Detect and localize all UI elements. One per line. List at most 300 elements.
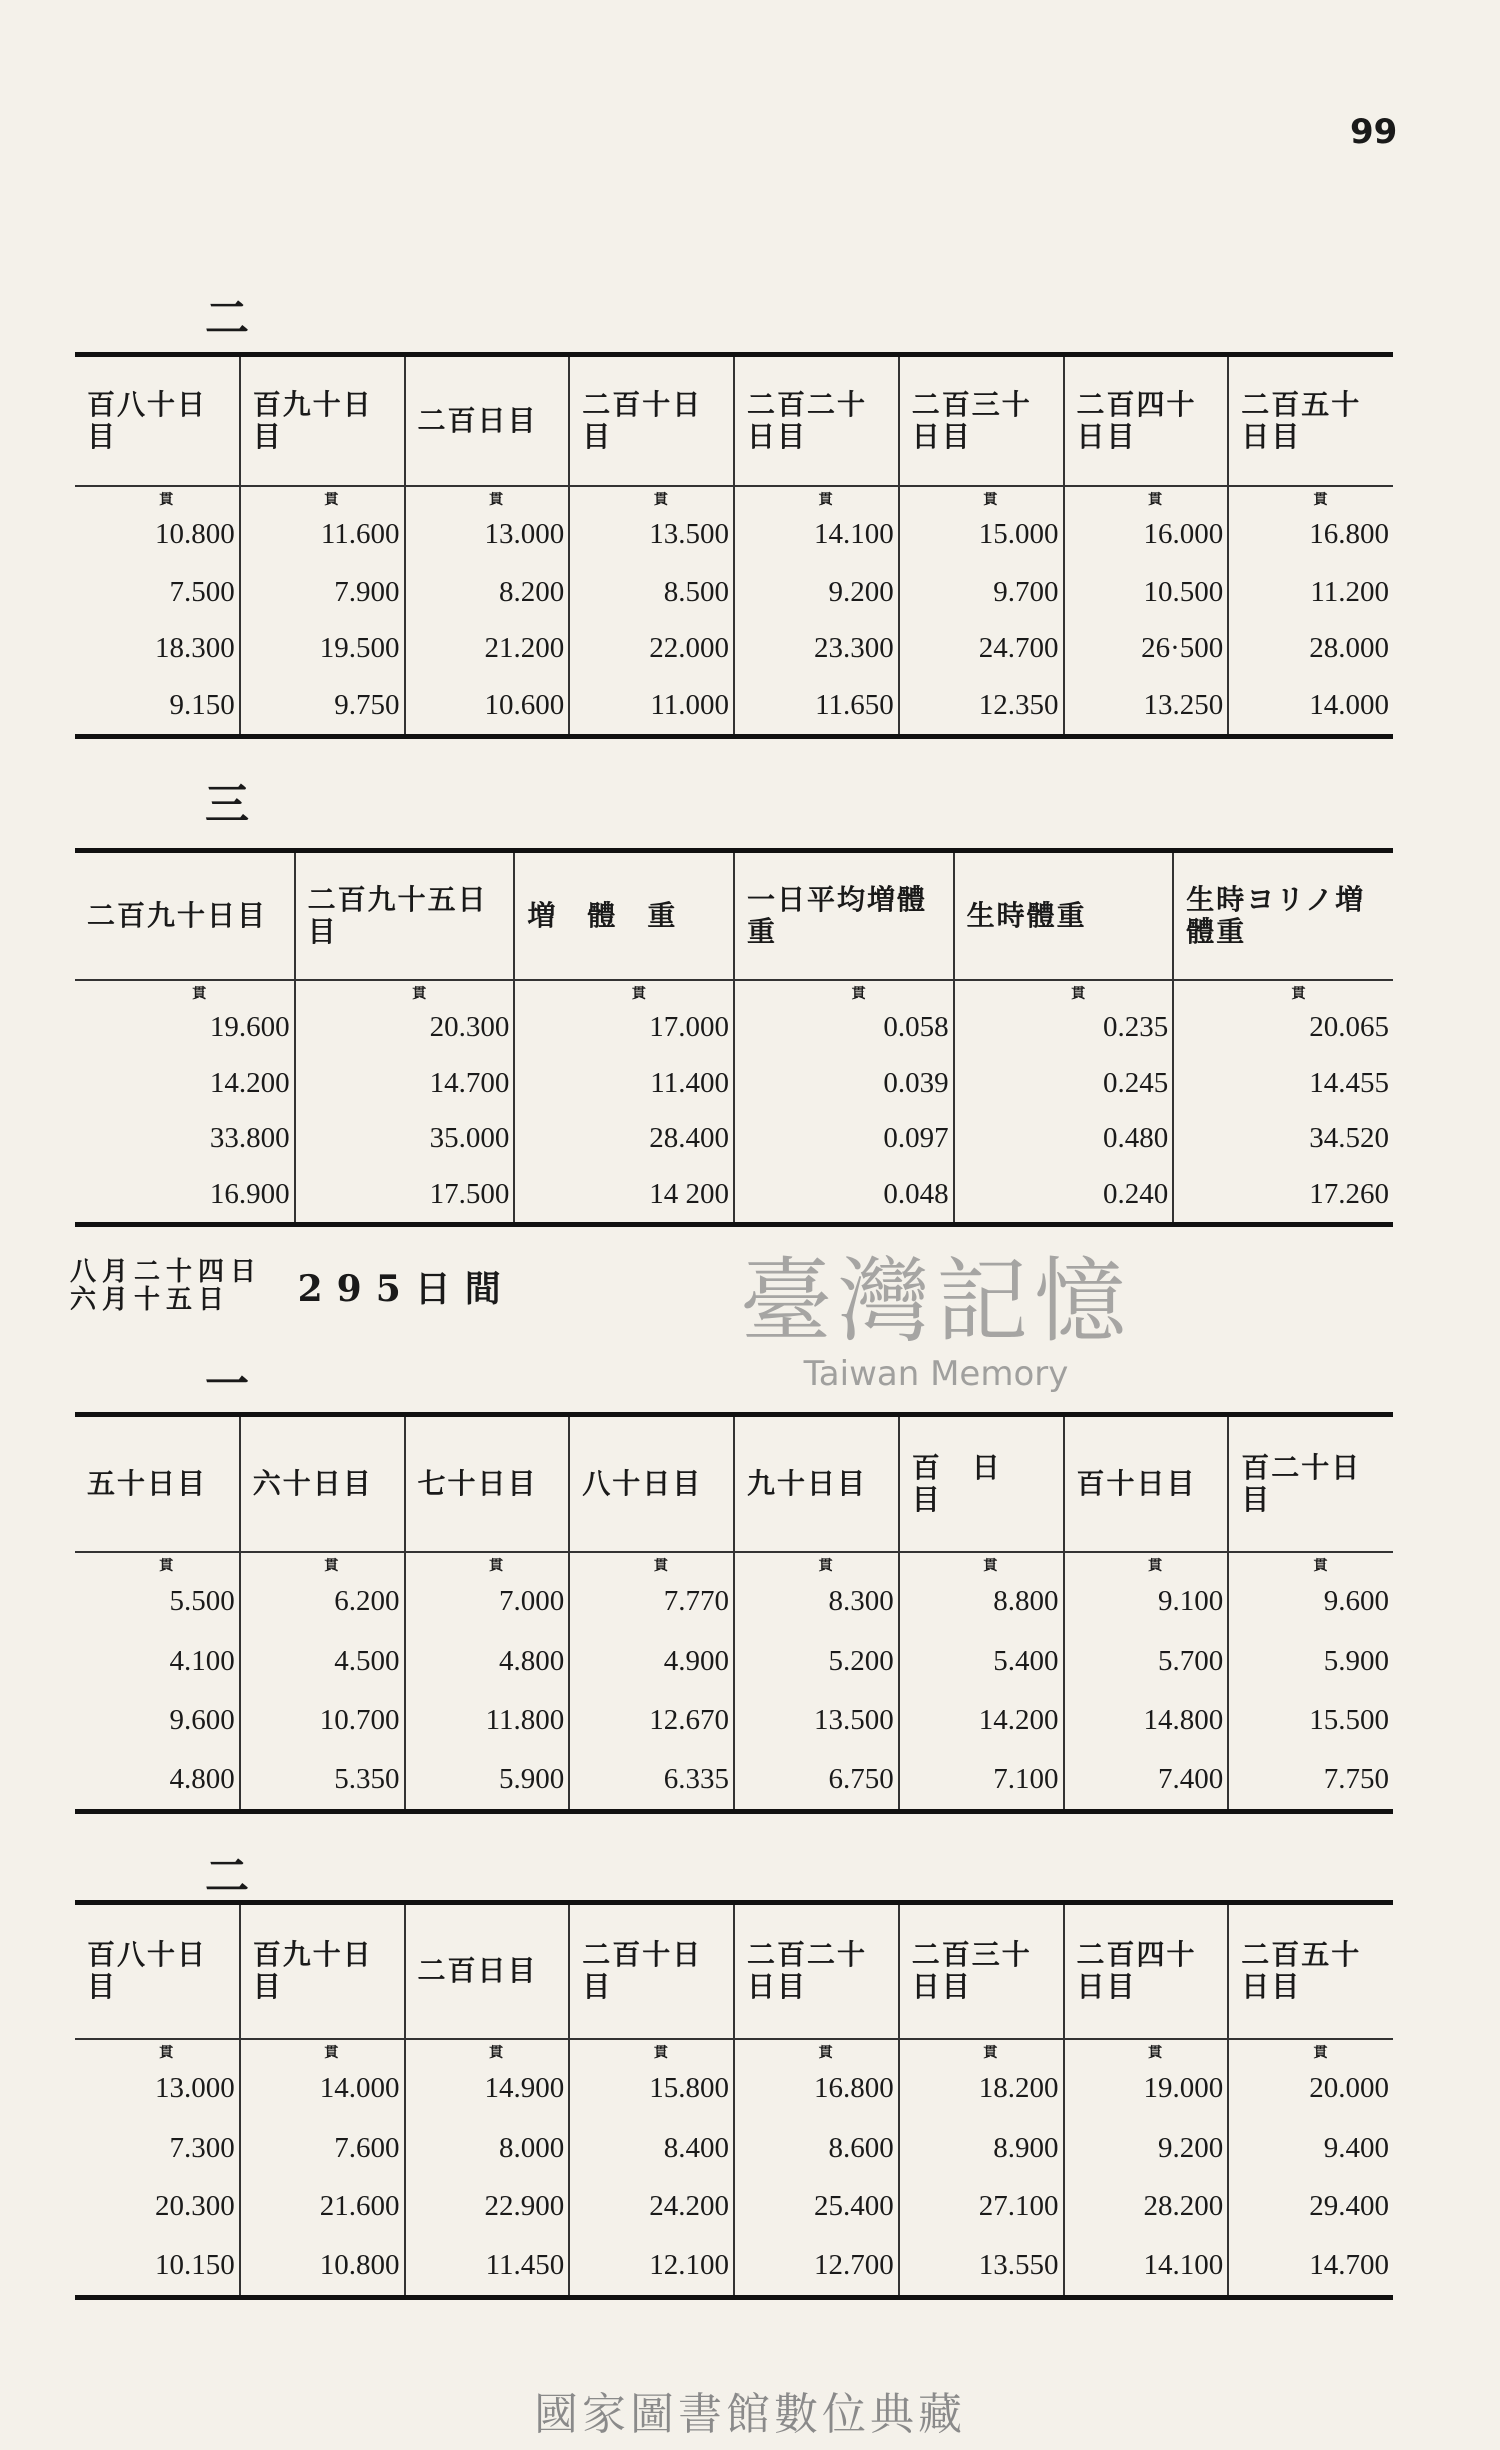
cell-value: 20.000 — [1309, 2071, 1389, 2104]
table-cell — [1064, 677, 1229, 736]
cell-value: 4.800 — [499, 1644, 565, 1677]
unit-mark: 貫 — [1313, 492, 1328, 509]
unit-mark: 貫 — [489, 1557, 504, 1574]
column-header: 二百五十日目 — [1228, 355, 1393, 487]
table-cell — [899, 1552, 1064, 1632]
table-cell — [240, 486, 405, 563]
table-cell — [405, 1691, 570, 1750]
table-cell — [405, 2236, 570, 2297]
table-growth-summary — [75, 848, 1393, 1227]
column-header: 七十日目 — [405, 1415, 570, 1552]
unit-mark: 貫 — [1071, 985, 1086, 1002]
cell-value: 9.200 — [1158, 2131, 1224, 2164]
table-cell — [954, 1111, 1174, 1167]
column-header: 二百二十日目 — [734, 355, 899, 487]
column-header: 百九十日目 — [240, 355, 405, 487]
table-cell — [899, 620, 1064, 677]
table-cell — [405, 677, 570, 736]
cell-value: 7.100 — [993, 1762, 1059, 1795]
unit-mark: 貫 — [1313, 2044, 1328, 2061]
column-header: 生時ヨリノ増體重 — [1173, 851, 1393, 980]
table-row — [75, 2178, 1393, 2237]
unit-mark: 貫 — [489, 2044, 504, 2061]
table-cell — [405, 2119, 570, 2178]
table-cell — [1173, 980, 1393, 1056]
cell-value: 15.000 — [978, 518, 1059, 551]
watermark-subtitle: Taiwan Memory — [803, 1354, 1069, 1394]
unit-mark: 貫 — [1313, 1557, 1328, 1574]
table-cell — [240, 1552, 405, 1632]
cell-value: 7.300 — [169, 2131, 235, 2164]
unit-mark: 貫 — [412, 985, 427, 1002]
table-row — [75, 1111, 1393, 1167]
table-cell — [75, 980, 295, 1056]
cell-value: 14.100 — [814, 518, 894, 551]
cell-value: 5.400 — [993, 1644, 1059, 1677]
table-cell — [569, 2039, 734, 2119]
table-cell — [734, 620, 899, 677]
cell-value: 10.800 — [319, 2249, 400, 2282]
table-cell — [899, 486, 1064, 563]
table-cell — [734, 1691, 899, 1750]
cell-value: 4.100 — [169, 1644, 235, 1677]
cell-value: 14.700 — [1309, 2249, 1389, 2282]
cell-value: 16.800 — [814, 2071, 894, 2104]
column-header: 百九十日目 — [240, 1903, 405, 2039]
table-cell — [1173, 1166, 1393, 1224]
table-cell — [75, 1750, 240, 1812]
header-row — [75, 1903, 1393, 2039]
cell-value: 5.900 — [1323, 1644, 1389, 1677]
table-cell — [1228, 1632, 1393, 1691]
table-cell — [75, 1552, 240, 1632]
unit-mark: 貫 — [159, 2044, 174, 2061]
table-cell — [75, 486, 240, 563]
cell-value: 12.350 — [978, 689, 1059, 722]
cell-value: 0.240 — [1103, 1177, 1169, 1210]
table-row — [75, 1691, 1393, 1750]
table-cell — [1228, 677, 1393, 736]
table-row — [75, 2039, 1393, 2119]
table-cell — [75, 1691, 240, 1750]
table-cell — [1228, 2039, 1393, 2119]
table-cell — [1064, 2039, 1229, 2119]
table-cell — [1064, 1632, 1229, 1691]
table-cell — [1064, 1750, 1229, 1812]
table-cell — [899, 2236, 1064, 2297]
table-cell — [734, 1111, 954, 1167]
unit-mark: 貫 — [489, 492, 504, 509]
cell-value: 8.800 — [993, 1584, 1059, 1617]
column-header: 二百日目 — [405, 1903, 570, 2039]
cell-value: 5.700 — [1158, 1644, 1224, 1677]
column-header: 百八十日目 — [75, 1903, 240, 2039]
cell-value: 18.200 — [978, 2071, 1059, 2104]
cell-value: 35.000 — [429, 1122, 510, 1155]
table-row — [75, 620, 1393, 677]
table-cell — [899, 2039, 1064, 2119]
cell-value: 11.800 — [485, 1703, 565, 1736]
cell-value: 20.065 — [1309, 1010, 1389, 1043]
cell-value: 7.500 — [169, 575, 235, 608]
table-cell — [569, 486, 734, 563]
unit-mark: 貫 — [192, 985, 207, 1002]
table-cell — [899, 2119, 1064, 2178]
cell-value: 0.480 — [1103, 1122, 1169, 1155]
table-cell — [1228, 1691, 1393, 1750]
table-cell — [734, 1166, 954, 1224]
cell-value: 13.500 — [814, 1703, 894, 1736]
table-cell — [405, 1632, 570, 1691]
cell-value: 11.000 — [650, 689, 729, 722]
table-row — [75, 980, 1393, 1056]
table-cell — [1228, 1552, 1393, 1632]
table-cell — [1064, 1691, 1229, 1750]
cell-value: 11.400 — [650, 1066, 729, 1099]
cell-value: 33.800 — [209, 1122, 290, 1155]
period-days: 295日間 — [297, 1267, 515, 1310]
cell-value: 8.900 — [993, 2131, 1059, 2164]
table-row — [75, 1166, 1393, 1224]
unit-mark: 貫 — [851, 985, 866, 1002]
unit-mark: 貫 — [631, 985, 646, 1002]
column-header: 百 日 目 — [899, 1415, 1064, 1552]
column-header: 二百九十日目 — [75, 851, 295, 980]
table-row — [75, 1632, 1393, 1691]
unit-mark: 貫 — [159, 492, 174, 509]
column-header: 二百十日目 — [569, 355, 734, 487]
table-cell — [405, 2039, 570, 2119]
cell-value: 25.400 — [814, 2190, 894, 2223]
column-header: 二百三十日目 — [899, 355, 1064, 487]
cell-value: 9.600 — [1323, 1584, 1389, 1617]
cell-value: 10.800 — [155, 518, 235, 551]
footer-credit: 國家圖書館數位典藏 — [534, 2389, 966, 2440]
header-row — [75, 355, 1393, 487]
unit-mark: 貫 — [818, 1557, 833, 1574]
table-cell — [75, 1166, 295, 1224]
column-header: 百八十日目 — [75, 355, 240, 487]
cell-value: 4.800 — [169, 1762, 235, 1795]
table-cell — [405, 620, 570, 677]
column-header: 九十日目 — [734, 1415, 899, 1552]
table-cell — [1228, 2236, 1393, 2297]
cell-value: 24.700 — [978, 632, 1059, 665]
cell-value: 14.100 — [1143, 2249, 1224, 2282]
cell-value: 12.100 — [649, 2249, 729, 2282]
table-cell — [899, 2178, 1064, 2237]
cell-value: 8.400 — [663, 2131, 729, 2164]
table-cell — [569, 620, 734, 677]
table-cell — [569, 564, 734, 621]
table-cell — [514, 1055, 734, 1111]
column-header: 六十日目 — [240, 1415, 405, 1552]
table-cell — [1228, 620, 1393, 677]
table-cell — [954, 1166, 1174, 1224]
column-header: 二百日目 — [405, 355, 570, 487]
table-cell — [1228, 2119, 1393, 2178]
table-cell — [1173, 1111, 1393, 1167]
cell-value: 26·500 — [1141, 632, 1224, 665]
period-note — [70, 1258, 515, 1314]
table-cell — [954, 1055, 1174, 1111]
cell-value: 0.097 — [883, 1122, 949, 1155]
table-cell — [734, 980, 954, 1056]
watermark-title: 臺灣記憶 — [740, 1248, 1133, 1355]
cell-value: 7.000 — [499, 1584, 565, 1617]
column-header: 二百四十日目 — [1064, 355, 1229, 487]
table-cell — [75, 620, 240, 677]
unit-mark: 貫 — [1148, 492, 1163, 509]
cell-value: 19.500 — [319, 632, 400, 665]
unit-mark: 貫 — [653, 1557, 668, 1574]
cell-value: 8.200 — [499, 575, 565, 608]
table-cell — [240, 1691, 405, 1750]
unit-mark: 貫 — [1148, 2044, 1163, 2061]
cell-value: 12.700 — [814, 2249, 894, 2282]
table-cell — [75, 2039, 240, 2119]
cell-value: 9.700 — [993, 575, 1059, 608]
table-cell — [295, 1055, 515, 1111]
cell-value: 9.100 — [1158, 1584, 1224, 1617]
table-cell — [1228, 486, 1393, 563]
cell-value: 5.350 — [334, 1762, 400, 1795]
cell-value: 14.900 — [484, 2071, 565, 2104]
unit-mark: 貫 — [324, 2044, 339, 2061]
unit-mark: 貫 — [818, 492, 833, 509]
cell-value: 27.100 — [978, 2190, 1059, 2223]
cell-value: 10.600 — [484, 689, 565, 722]
table-row — [75, 1750, 1393, 1812]
table-cell — [734, 564, 899, 621]
header-row — [75, 851, 1393, 980]
table-cell — [75, 2178, 240, 2237]
table-cell — [295, 980, 515, 1056]
column-header: 二百三十日目 — [899, 1903, 1064, 2039]
table-row — [75, 1055, 1393, 1111]
cell-value: 10.500 — [1143, 575, 1224, 608]
section-label-3: 三 — [205, 779, 249, 830]
table-cell — [405, 486, 570, 563]
section-label-1: 一 — [205, 1359, 249, 1410]
table-cell — [240, 2039, 405, 2119]
table-cell — [899, 677, 1064, 736]
cell-value: 16.900 — [209, 1177, 290, 1210]
table-cell — [405, 1552, 570, 1632]
cell-value: 5.200 — [828, 1644, 894, 1677]
cell-value: 9.200 — [828, 575, 894, 608]
table-cell — [1228, 564, 1393, 621]
table-cell — [405, 2178, 570, 2237]
cell-value: 18.300 — [155, 632, 235, 665]
unit-mark: 貫 — [653, 492, 668, 509]
table-cell — [240, 1750, 405, 1812]
table-cell — [514, 980, 734, 1056]
table-cell — [240, 2178, 405, 2237]
table-cell — [240, 1632, 405, 1691]
cell-value: 16.000 — [1143, 518, 1224, 551]
table-cell — [569, 677, 734, 736]
table-cell — [569, 1750, 734, 1812]
section-label-2b: 二 — [205, 1851, 249, 1902]
table-cell — [1228, 1750, 1393, 1812]
cell-value: 22.900 — [484, 2190, 565, 2223]
cell-value: 7.400 — [1158, 1762, 1224, 1795]
table-cell — [75, 1111, 295, 1167]
table-cell — [1064, 486, 1229, 563]
column-header: 二百十日目 — [569, 1903, 734, 2039]
table-growth-180-250 — [75, 352, 1393, 739]
cell-value: 9.150 — [169, 689, 235, 722]
table-cell — [569, 2178, 734, 2237]
cell-value: 0.039 — [883, 1066, 949, 1099]
cell-value: 0.235 — [1103, 1010, 1169, 1043]
table-cell — [240, 677, 405, 736]
column-header: 増 體 重 — [514, 851, 734, 980]
cell-value: 14.800 — [1143, 1703, 1224, 1736]
column-header: 生時體重 — [954, 851, 1174, 980]
header-row — [75, 1415, 1393, 1552]
watermark-logo — [740, 1228, 1132, 1394]
unit-mark: 貫 — [653, 2044, 668, 2061]
table-row — [75, 2236, 1393, 2297]
cell-value: 7.600 — [334, 2131, 400, 2164]
unit-mark: 貫 — [983, 2044, 998, 2061]
cell-value: 13.000 — [155, 2071, 235, 2104]
cell-value: 23.300 — [814, 632, 894, 665]
table-cell — [569, 1691, 734, 1750]
cell-value: 12.670 — [649, 1703, 729, 1736]
table-cell — [1228, 2178, 1393, 2237]
table-row — [75, 486, 1393, 563]
table-cell — [569, 2236, 734, 2297]
table-cell — [734, 677, 899, 736]
cell-value: 22.000 — [649, 632, 729, 665]
cell-value: 9.750 — [334, 689, 400, 722]
cell-value: 13.000 — [484, 518, 565, 551]
table-cell — [899, 564, 1064, 621]
page-number: 99 — [1350, 112, 1398, 152]
cell-value: 14.455 — [1309, 1066, 1389, 1099]
table-cell — [75, 564, 240, 621]
table-row — [75, 2119, 1393, 2178]
table-cell — [734, 1632, 899, 1691]
cell-value: 14.200 — [978, 1703, 1059, 1736]
cell-value: 28.200 — [1143, 2190, 1224, 2223]
unit-mark: 貫 — [324, 492, 339, 509]
table-cell — [240, 620, 405, 677]
cell-value: 4.900 — [663, 1644, 729, 1677]
table-cell — [734, 1055, 954, 1111]
cell-value: 28.400 — [649, 1122, 729, 1155]
column-header: 一日平均増體重 — [734, 851, 954, 980]
table-cell — [1064, 2236, 1229, 2297]
table-cell — [240, 2236, 405, 2297]
cell-value: 11.600 — [320, 518, 400, 551]
table-cell — [75, 2119, 240, 2178]
table-cell — [1064, 620, 1229, 677]
cell-value: 20.300 — [155, 2190, 235, 2223]
cell-value: 0.048 — [883, 1177, 949, 1210]
cell-value: 5.500 — [169, 1584, 235, 1617]
cell-value: 8.000 — [499, 2131, 565, 2164]
table-cell — [405, 564, 570, 621]
cell-value: 15.800 — [649, 2071, 729, 2104]
cell-value: 14 200 — [649, 1177, 729, 1210]
table-cell — [899, 1691, 1064, 1750]
cell-value: 8.500 — [663, 575, 729, 608]
cell-value: 17.260 — [1309, 1177, 1389, 1210]
cell-value: 17.000 — [649, 1010, 729, 1043]
table-cell — [954, 980, 1174, 1056]
cell-value: 8.300 — [828, 1584, 894, 1617]
table-cell — [295, 1166, 515, 1224]
cell-value: 6.750 — [828, 1762, 894, 1795]
table-cell — [75, 1632, 240, 1691]
cell-value: 13.550 — [978, 2249, 1059, 2282]
table-row — [75, 564, 1393, 621]
cell-value: 7.900 — [334, 575, 400, 608]
cell-value: 34.520 — [1309, 1122, 1389, 1155]
column-header: 二百五十日目 — [1228, 1903, 1393, 2039]
cell-value: 11.450 — [485, 2249, 565, 2282]
cell-value: 5.900 — [499, 1762, 565, 1795]
table-cell — [1173, 1055, 1393, 1111]
table-cell — [75, 677, 240, 736]
cell-value: 29.400 — [1309, 2190, 1389, 2223]
cell-value: 9.600 — [169, 1703, 235, 1736]
cell-value: 11.200 — [1310, 575, 1389, 608]
column-header: 八十日目 — [569, 1415, 734, 1552]
cell-value: 14.000 — [1309, 689, 1389, 722]
period-start-date: 六月十五日 — [70, 1285, 231, 1315]
cell-value: 11.650 — [815, 689, 894, 722]
cell-value: 20.300 — [429, 1010, 510, 1043]
table-cell — [1064, 1552, 1229, 1632]
table-growth-50-120 — [75, 1412, 1393, 1814]
table-cell — [1064, 2178, 1229, 2237]
table-cell — [1064, 2119, 1229, 2178]
table-growth-180-250-b — [75, 1900, 1393, 2300]
table-cell — [734, 2039, 899, 2119]
table-cell — [569, 1632, 734, 1691]
cell-value: 21.600 — [319, 2190, 400, 2223]
table-cell — [514, 1166, 734, 1224]
table-row — [75, 1552, 1393, 1632]
unit-mark: 貫 — [818, 2044, 833, 2061]
cell-value: 14.200 — [209, 1066, 290, 1099]
table-cell — [75, 1055, 295, 1111]
column-header: 五十日目 — [75, 1415, 240, 1552]
cell-value: 7.750 — [1323, 1762, 1389, 1795]
unit-mark: 貫 — [1148, 1557, 1163, 1574]
table-cell — [569, 1552, 734, 1632]
table-cell — [1064, 564, 1229, 621]
section-label-2: 二 — [205, 293, 249, 344]
cell-value: 13.500 — [649, 518, 729, 551]
cell-value: 10.150 — [155, 2249, 235, 2282]
table-cell — [295, 1111, 515, 1167]
table-cell — [240, 2119, 405, 2178]
column-header: 二百四十日目 — [1064, 1903, 1229, 2039]
cell-value: 19.600 — [209, 1010, 290, 1043]
cell-value: 10.700 — [319, 1703, 400, 1736]
table-cell — [899, 1632, 1064, 1691]
cell-value: 14.700 — [429, 1066, 510, 1099]
table-cell — [734, 486, 899, 563]
column-header: 百十日目 — [1064, 1415, 1229, 1552]
table-cell — [734, 2178, 899, 2237]
